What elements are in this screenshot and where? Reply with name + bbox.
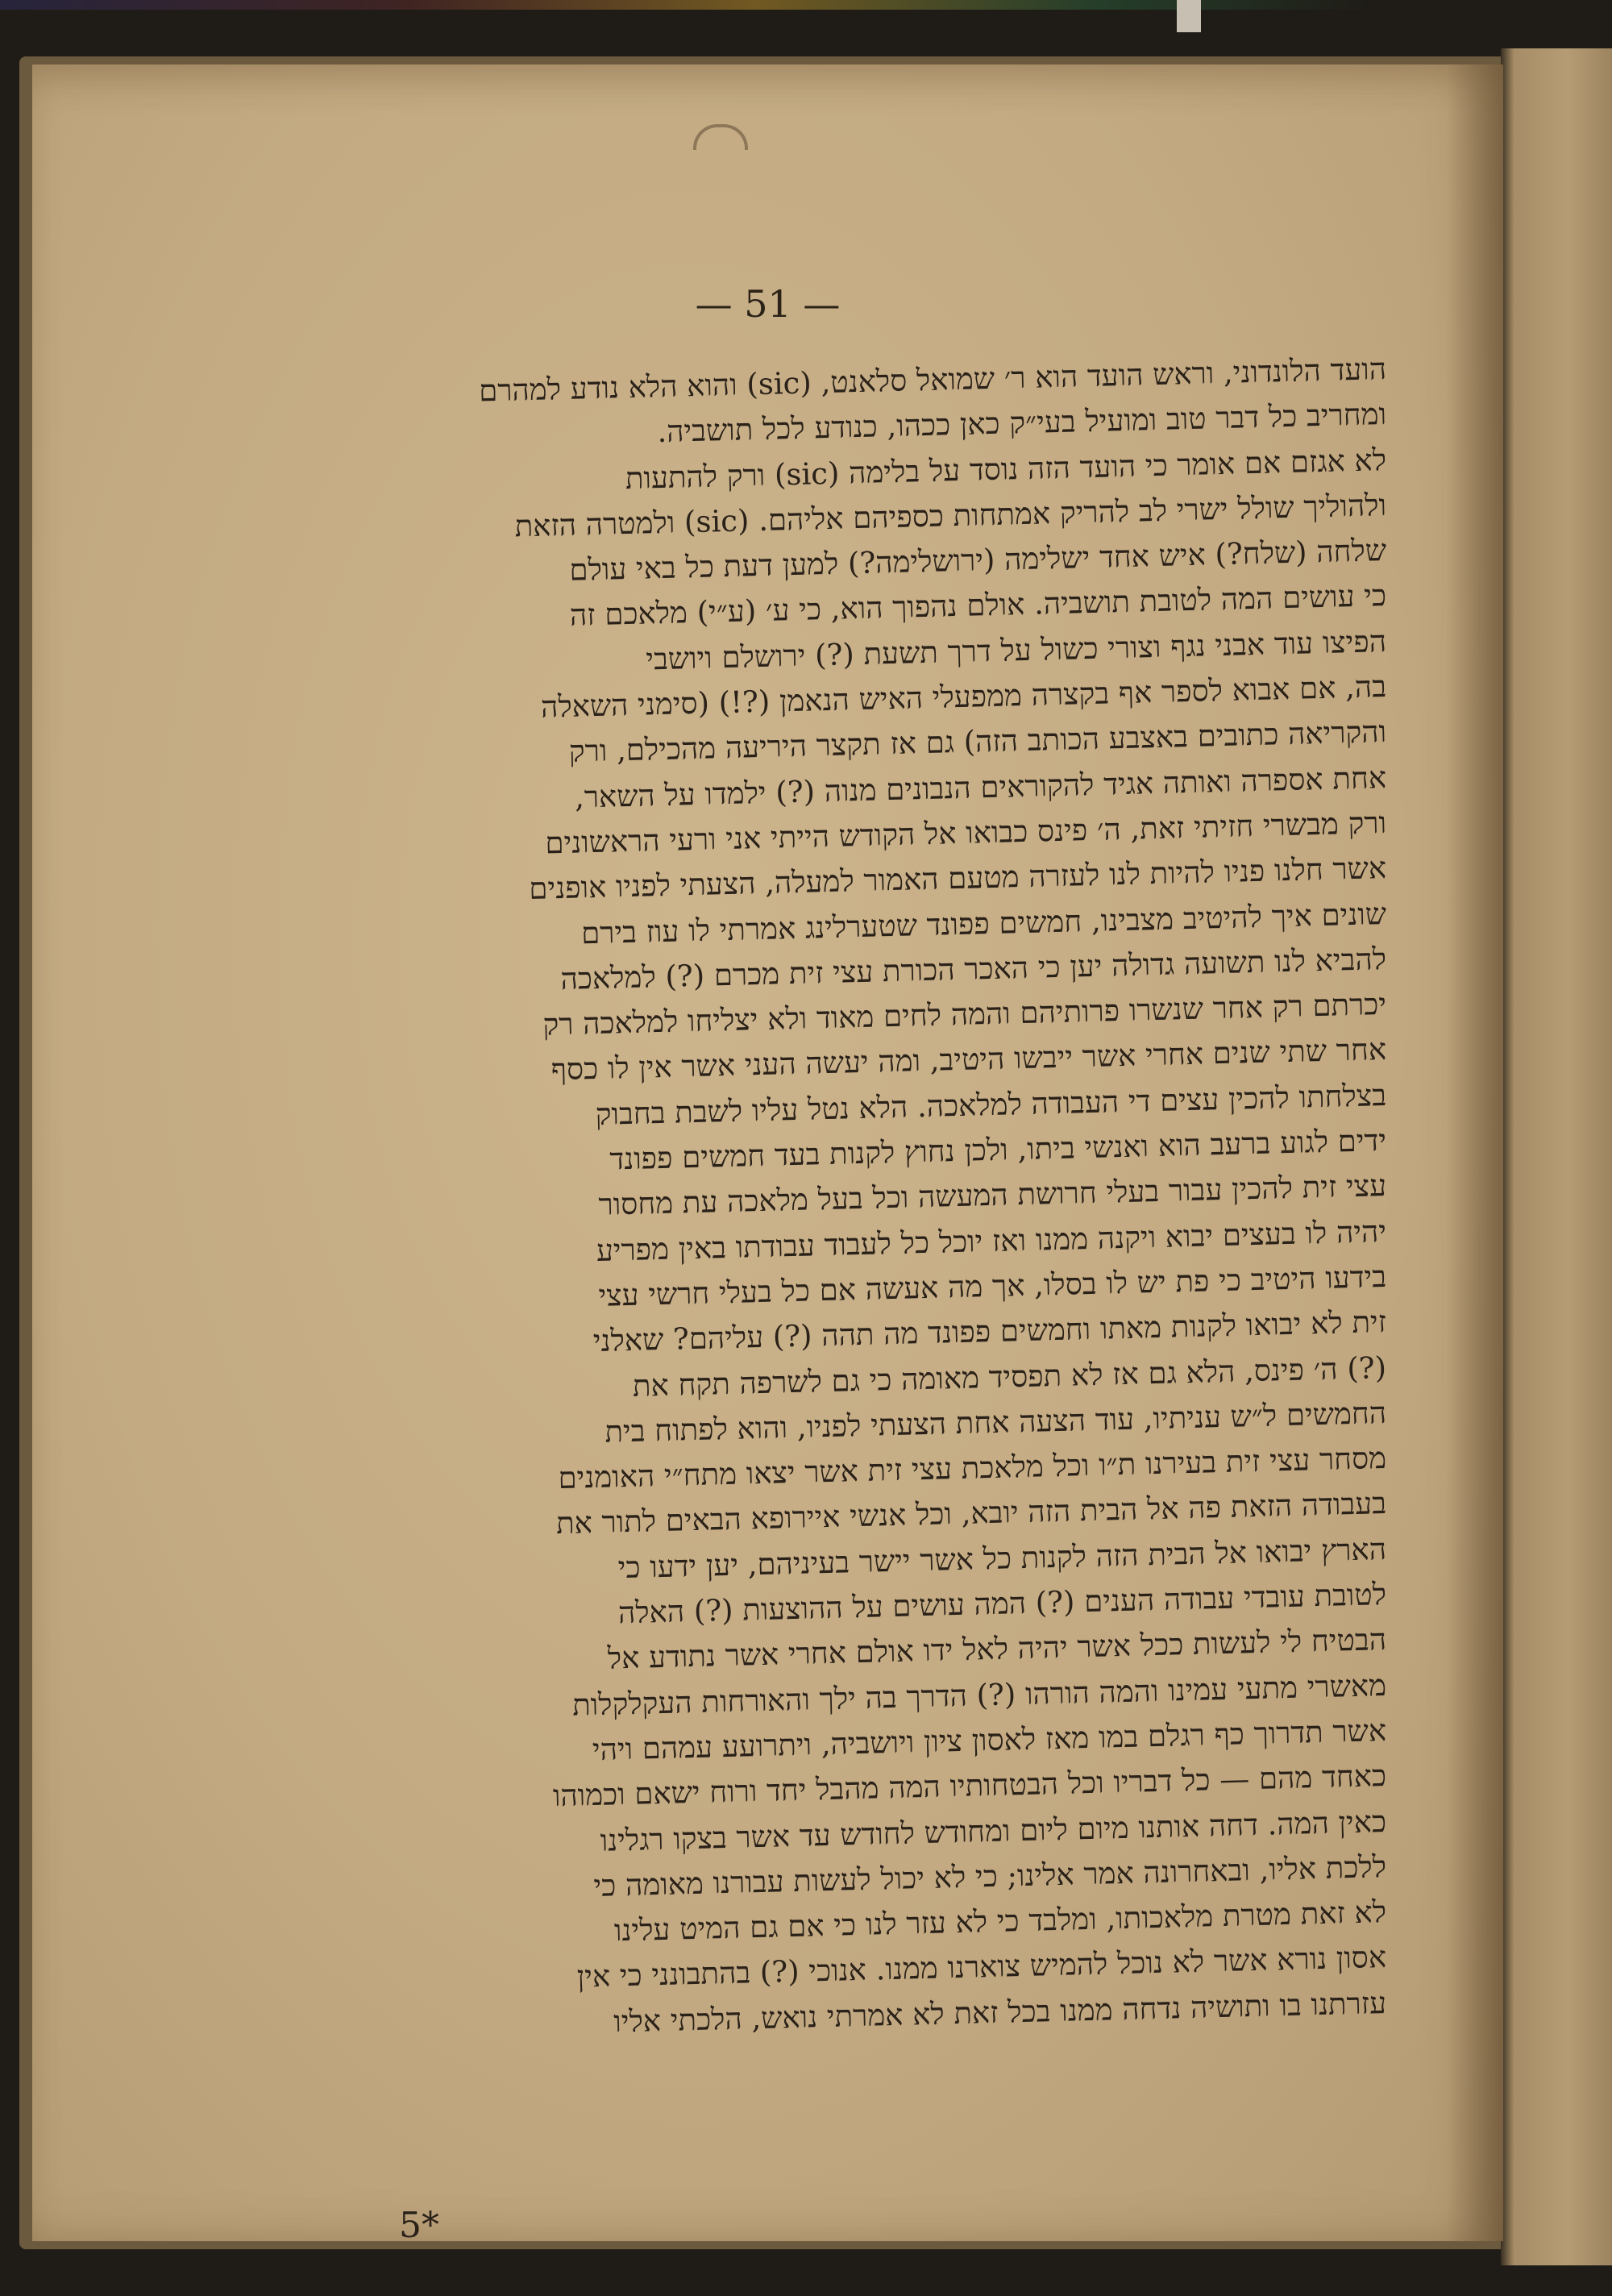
text-line: הבטיח לי לעשות ככל אשר יהיה לאל ידו אולם אחרי אשר נתודע אל [607, 1622, 1387, 1676]
page-gutter-shadow [1447, 64, 1503, 2241]
text-line: יכרתם רק אחר שנשרו פרותיהם והמה לחים מאוד ולא יצליחו למלאכה רק [542, 987, 1387, 1042]
text-line: לא זאת מטרת מלאכותו, ומלבד כי לא עזר לנו כי אם גם המיט עלינו [613, 1895, 1387, 1949]
text-line: לטובת עובדי עבודה הענים (?) המה עושים על ההוצעות (?) האלה [617, 1577, 1387, 1631]
text-line: כאין המה. דחה אותנו מיום ליום ומחודש לחודש עד אשר בצקו רגלינו [600, 1803, 1387, 1858]
text-line: כאחד מהם — כל דבריו וכל הבטחותיו המה מהבל יחד ורוח ישאם וכמוהו [552, 1758, 1387, 1814]
book-page [32, 64, 1503, 2246]
text-line: ומחריב כל דבר טוב ומועיל בעי״ק כאן ככהו, כנודע לכל תושביה. [656, 397, 1387, 450]
text-line: מאשרי מתעי עמינו והמה הורהו (?) הדרך בה ילך והאורחות העקלקלות [571, 1667, 1387, 1723]
text-line: מסחר עצי זית בעירנו ת״ו וכל מלאכת עצי זית אשר יצאו מתח״י האומנים [557, 1441, 1387, 1496]
text-line: החמשים ל״ש עניתיו, עוד הצעה אחת הצעתי לפניו, והוא לפתוח בית [604, 1395, 1387, 1450]
body-text [226, 347, 1387, 2040]
binding-tab-mark [693, 124, 748, 150]
text-line: והקריאה כתובים באצבע הכותב הזה) גם אז תקצר היריעה מהכילם, ורק [568, 714, 1387, 770]
text-line: אחת אספרה ואותה אגיד להקוראים הנבונים מנוה (?) ילמדו על השאר, [574, 759, 1387, 815]
next-page-edge [1501, 48, 1612, 2265]
text-line: בה, אם אבוא לספר אף בקצרה ממפעלי האיש הנאמן (?!) (סימני השאלה [540, 669, 1387, 725]
text-line: הפיצו עוד אבני נגף וצורי כשול על דרך תשעת (?) ירושלם ויושבי [645, 623, 1387, 677]
text-line: אחר שתי שנים אחרי אשר ייבשו היטיב, ומה יעשה העני אשר אין לו כסף [550, 1032, 1387, 1088]
text-line: ולהוליך שולל ישרי לב להריק אמתחות כספיהם אליהם. (sic) ולמטרה הזאת [514, 487, 1387, 544]
text-line: שונים איך להיטיב מצבינו, חמשים פפונד שטערלינג אמרתי לו עוז בירם [580, 896, 1387, 950]
signature-mark: 5* [399, 2205, 439, 2246]
text-line: ללכת אליו, ובאחרונה אמר אלינו; כי לא יכול לעשות עבורנו מאומה כי [592, 1849, 1387, 1903]
text-line: זית לא יבואו לקנות מאתו וחמשים פפונד מה תהה (?) עליהם? שאלני [592, 1304, 1387, 1359]
text-line: הועד הלונדוני, וראש הועד הוא ר׳ שמואל סלאנט, (sic) והוא הלא נודע למהרם [478, 351, 1387, 409]
text-line: בצלחתו להכין עצים די העבודה למלאכה. הלא נטל עליו לשבת בחבוק [595, 1077, 1387, 1132]
text-line: ידים לגוע ברעב הוא ואנשי ביתו, ולכן נחוץ לקנות בעד חמשים פפונד [609, 1123, 1387, 1177]
tear-mark [1177, 0, 1201, 32]
color-strip [0, 0, 1370, 10]
text-line: לא אגזם אם אומר כי הועד הזה נוסד על בלימה (sic) ורק להתעות [625, 442, 1387, 496]
text-line: בעבודה הזאת פה אל הבית הזה יובא, וכל אנשי איירופא הבאים לתור את [555, 1486, 1387, 1541]
text-line: יהיה לו בעצים יבוא ויקנה ממנו ואז יוכל כל לעבוד עבודתו באין מפריע [596, 1213, 1387, 1268]
text-line: בידעו היטיב כי פת יש לו בסלו, אך מה אעשה אם כל בעלי חרשי עצי [597, 1258, 1387, 1313]
text-line: שלחה (שלח?) איש אחד ישלימה (ירושלימה?) למען דעת כל באי עולם [568, 533, 1387, 588]
text-line: ורק מבשרי חזיתי זאת, ה׳ פינס כבואו אל הקודש הייתי אני ורעי הראשונים [544, 805, 1387, 861]
text-line: להביא לנו תשועה גדולה יען כי האכר הכורת עצי זית מכרם (?) למלאכה [560, 941, 1387, 996]
text-line: הארץ יבואו אל הבית הזה לקנות כל אשר יישר בעיניהם, יען ידעו כי [617, 1531, 1387, 1586]
text-line: עזרתנו בו ותושיה נדחה ממנו בכל זאת לא אמרתי נואש, הלכתי אליו [613, 1985, 1387, 2040]
text-line: עצי זית להכין עבור בעלי חרושת המעשה וכל בעל מלאכה עת מחסור [598, 1168, 1387, 1223]
text-line: (?) ה׳ פינס, הלא גם אז לא תפסיד מאומה כי גם לשרפה תקח את [632, 1350, 1387, 1404]
text-line: כי עושים המה לטובת תושביה. אולם נהפוך הוא, כי ע׳ (ע״י) מלאכם זה [569, 578, 1387, 634]
text-line: אשר תדרוך כף רגלם במו מאז לאסון ציון ויושביה, ויתרועע עמהם ויהי [592, 1712, 1387, 1767]
text-line: אסון נורא אשר לא נוכל להמיש צוארנו ממנו. אנוכי (?) בהתבונני כי אין [576, 1940, 1387, 1994]
page-number: — 51 — [695, 282, 841, 326]
text-line: אשר חלנו פניו להיות לנו לעזרה מטעם האמור למעלה, הצעתי לפניו אופנים [528, 851, 1387, 907]
